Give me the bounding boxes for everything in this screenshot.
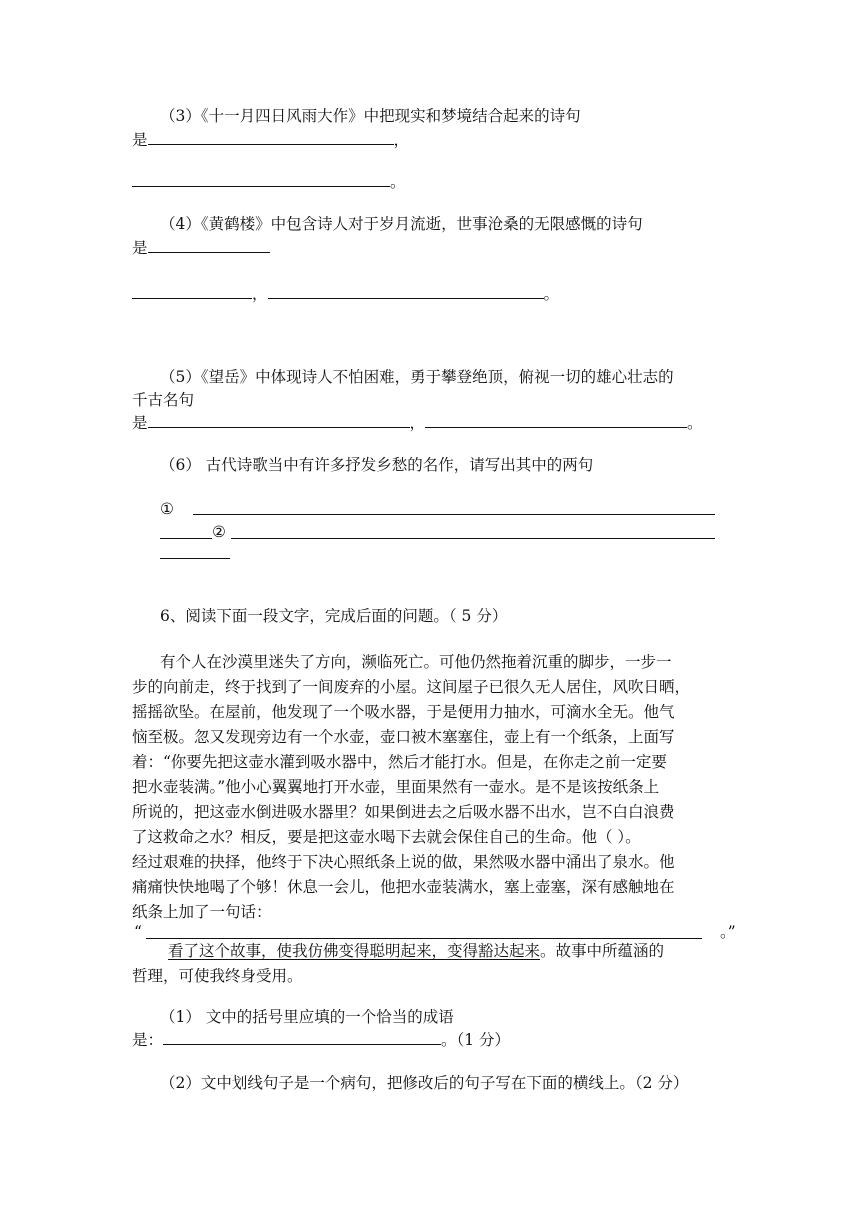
q3-answer-line-1: [132, 130, 409, 150]
q5-comma: ，: [409, 414, 426, 432]
sub1-answer-line: [132, 1030, 510, 1050]
passage-line: 摇摇欲坠。在屋前，他发现了一个吸水器，于是便用力抽水，可滴水全无。他气: [132, 703, 675, 721]
q6-mark-1: ①: [160, 500, 174, 518]
q4-blank-2[interactable]: [132, 284, 252, 299]
para2-tail: 。故事中所蕴涵的: [540, 942, 665, 960]
section6-heading: 6、阅读下面一段文字，完成后面的问题。（ 5 分）: [160, 607, 508, 625]
q6-blank-1[interactable]: [193, 514, 715, 515]
close-quote: 。”: [720, 923, 736, 941]
q3-blank-1[interactable]: [148, 130, 394, 145]
q6-prompt: （6） 古代诗歌当中有许多抒发乡愁的名作，请写出其中的两句: [160, 456, 594, 474]
passage-line: 经过艰难的抉择，他终于下决心照纸条上说的做，果然吸水器中涌出了泉水。他: [132, 853, 675, 871]
underlined-sentence: 看了这个故事，使我仿佛变得聪明起来，变得豁达起来: [168, 942, 541, 960]
passage-line: 痛痛快快地喝了个够！休息一会儿，他把水壶装满水，塞上壶塞，深有感触地在: [132, 878, 675, 896]
q3-prompt: （3）《十一月四日风雨大作》中把现实和梦境结合起来的诗句: [160, 107, 581, 125]
q4-answer-line-1: [132, 238, 270, 258]
passage-line: 纸条上加了一句话：: [132, 903, 272, 921]
q4-comma: ，: [252, 285, 268, 303]
q5-prompt: （5）《望岳》中体现诗人不怕困难，勇于攀登绝顶，俯视一切的雄心壮志的: [160, 368, 674, 386]
q5-blank-2[interactable]: [425, 413, 687, 428]
passage-line: 步的向前走，终于找到了一间废弃的小屋。这间屋子已很久无人居住，风吹日晒，: [132, 678, 691, 696]
sub2-prompt: （2）文中划线句子是一个病句，把修改后的句子写在下面的横线上。（2 分）: [160, 1074, 689, 1092]
para2-line-2: 哲理，可使我终身受用。: [132, 967, 303, 985]
open-quote: “: [134, 923, 142, 941]
q4-blank-3[interactable]: [268, 284, 544, 299]
sub1-lead: 是：: [132, 1031, 164, 1049]
q5-answer-line: [132, 413, 703, 433]
q4-prompt: （4）《黄鹤楼》中包含诗人对于岁月流逝，世事沧桑的无限感慨的诗句: [160, 215, 643, 233]
q6-mark-2: ②: [212, 523, 226, 541]
para2-line-1: [168, 941, 664, 961]
q6-blank-2b[interactable]: [231, 538, 715, 539]
q3-answer-line-2: [132, 172, 406, 192]
q3-blank-2[interactable]: [132, 172, 390, 187]
q6-blank-2c[interactable]: [160, 558, 230, 559]
q5-prompt-cont: 千古名句: [132, 391, 195, 409]
passage-line: 了这救命之水？相反，要是把这壶水喝下去就会保住自己的生命。他（ ）。: [132, 828, 641, 846]
passage-line: 把水壶装满。”他小心翼翼地打开水壶，里面果然有一壶水。是不是该按纸条上: [132, 778, 660, 796]
passage-line: 所说的，把这壶水倒进吸水器里？如果倒进去之后吸水器不出水，岂不白白浪费: [132, 803, 675, 821]
q5-blank-1[interactable]: [148, 413, 410, 428]
sub1-blank[interactable]: [163, 1030, 441, 1045]
q6-blank-2a[interactable]: [160, 538, 212, 539]
passage-line: 有个人在沙漠里迷失了方向，濒临死亡。可他仍然拖着沉重的脚步，一步一: [160, 653, 672, 671]
quote-blank[interactable]: [146, 938, 702, 939]
sub1-prompt: （1） 文中的括号里应填的一个恰当的成语: [160, 1008, 454, 1026]
q4-lead: 是: [132, 239, 148, 257]
q4-answer-line-2: [132, 284, 559, 304]
q4-blank-1[interactable]: [148, 238, 270, 253]
q5-lead: 是: [132, 414, 148, 432]
sub1-tail: 。（1 分）: [441, 1031, 511, 1049]
q3-comma: ，: [393, 131, 410, 149]
q4-period: 。: [543, 285, 560, 303]
q3-period: 。: [390, 173, 406, 191]
passage-line: 恼至极。忽又发现旁边有一个水壶，壶口被木塞塞住，壶上有一个纸条，上面写: [132, 728, 675, 746]
passage-line: 着：“你要先把这壶水灌到吸水器中，然后才能打水。但是，在你走之前一定要: [132, 753, 667, 771]
q3-lead: 是: [132, 131, 148, 149]
q5-period: 。: [687, 414, 703, 432]
